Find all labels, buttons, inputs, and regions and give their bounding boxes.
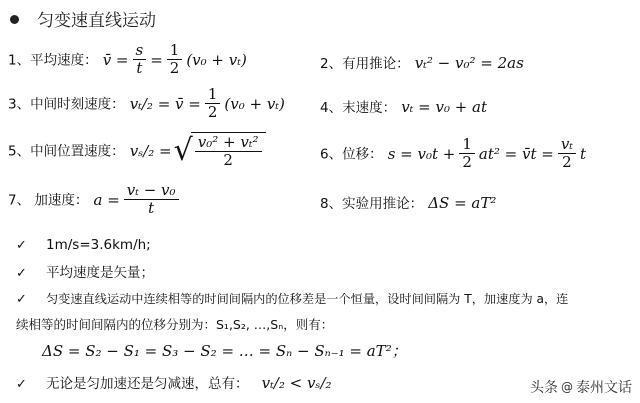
formula: vₜ = v₀ + at: [401, 98, 488, 116]
radical-sign-icon: √: [173, 132, 193, 168]
check-icon: ✓: [16, 266, 27, 281]
item-label: 2、有用推论：: [320, 56, 410, 72]
fraction: [124, 182, 179, 217]
item-label: 4、末速度：: [320, 100, 397, 116]
item-useful-corollary: [320, 52, 524, 72]
formula: [130, 132, 266, 169]
item-experiment-corollary: [320, 192, 496, 212]
fraction-denominator: 2: [462, 153, 472, 171]
formula: vₜ² − v₀² = 2as: [414, 54, 524, 72]
fraction-numerator: s: [133, 42, 147, 60]
item-acceleration: [8, 182, 181, 217]
formula: [130, 86, 285, 121]
note-vector: [16, 261, 154, 281]
item-displacement: [320, 136, 586, 171]
note-midtime-vs-midposition: [16, 372, 332, 392]
item-label: 8、实验用推论：: [320, 196, 424, 212]
item-label: 5、中间位置速度：: [8, 143, 125, 160]
radicand: [191, 132, 266, 169]
formula: [93, 182, 180, 217]
page-title: [10, 6, 156, 31]
formula-rest: (v₀ + vₜ): [224, 94, 285, 113]
item-midtime-velocity: [8, 86, 285, 121]
check-icon: ✓: [16, 292, 27, 307]
formula-mid: at² = v̄t =: [478, 144, 554, 163]
formula: [388, 136, 586, 171]
formula: [103, 42, 247, 77]
fraction-numerator: 1: [205, 86, 221, 104]
fraction-denominator: 2: [207, 103, 218, 121]
fraction-denominator: t: [136, 59, 143, 77]
fraction-denominator: 2: [169, 59, 180, 77]
item-label: 6、位移：: [320, 146, 383, 163]
note-text: 续相等的时间间隔内的位移分别为：S₁,S₂, …,Sₙ，则有：: [16, 317, 334, 332]
fraction: [205, 86, 221, 121]
item-label: 1、平均速度：: [8, 52, 98, 69]
fraction: [167, 42, 183, 77]
fraction-numerator: 1: [459, 136, 475, 154]
title-text: 匀变速直线运动: [37, 11, 156, 31]
watermark-prefix: 头条: [530, 380, 558, 396]
formula-lhs: s = v₀t +: [387, 144, 456, 163]
at-sign: @: [561, 380, 573, 394]
fraction-denominator: t: [148, 199, 155, 217]
formula: ΔS = S₂ − S₁ = S₃ − S₂ = … = Sₙ − Sₙ₋₁ = aT²；: [42, 342, 407, 360]
watermark: [530, 377, 632, 397]
note-displacement-difference: [16, 288, 568, 307]
formula-lhs: a =: [93, 190, 120, 209]
formula: ΔS = aT²: [428, 194, 497, 212]
item-average-velocity: [8, 42, 247, 77]
fraction-numerator: 1: [167, 42, 183, 60]
formula-lhs: vₜ/₂ = v̄ =: [129, 94, 201, 113]
note-unit-conversion: [16, 234, 151, 253]
square-root: [174, 132, 266, 169]
item-label: 3、中间时刻速度：: [8, 96, 125, 113]
fraction: [195, 134, 262, 169]
fraction: [558, 136, 576, 171]
fraction: [459, 136, 475, 171]
formula: vₜ/₂ < vₛ/₂: [261, 374, 332, 392]
formula-lhs: vₛ/₂ =: [129, 141, 172, 160]
item-final-velocity: [320, 96, 487, 116]
equals: =: [150, 50, 163, 69]
check-icon: ✓: [16, 377, 27, 392]
formula-rest: t: [580, 144, 587, 163]
fraction-denominator: 2: [223, 151, 233, 169]
item-label: 7、 加速度：: [8, 192, 89, 209]
note-text: 平均速度是矢量；: [46, 265, 154, 281]
fraction-numerator: vₜ − v₀: [124, 182, 179, 200]
note-text: 1m/s=3.6km/h;: [46, 237, 151, 253]
fraction-numerator: v₀² + vₜ²: [195, 134, 262, 152]
fraction-numerator: vₜ: [558, 136, 576, 154]
fraction-denominator: 2: [562, 153, 572, 171]
note-displacement-difference-cont: [16, 314, 333, 333]
note-text: 匀变速直线运动中连续相等的时间间隔内的位移差是一个恒量，设时间间隔为 T，加速度为 a，连: [46, 292, 569, 306]
formula-lhs: v̄ =: [102, 50, 129, 69]
item-midposition-velocity: [8, 132, 266, 169]
check-icon: ✓: [16, 238, 27, 253]
bullet-dot-icon: [10, 15, 19, 24]
note-displacement-formula: [42, 340, 407, 361]
note-text: 无论是匀加速还是匀减速，总有：: [46, 376, 249, 392]
formula-rest: (v₀ + vₜ): [186, 50, 247, 69]
watermark-name: 泰州文话: [576, 380, 632, 396]
fraction: [133, 42, 147, 77]
